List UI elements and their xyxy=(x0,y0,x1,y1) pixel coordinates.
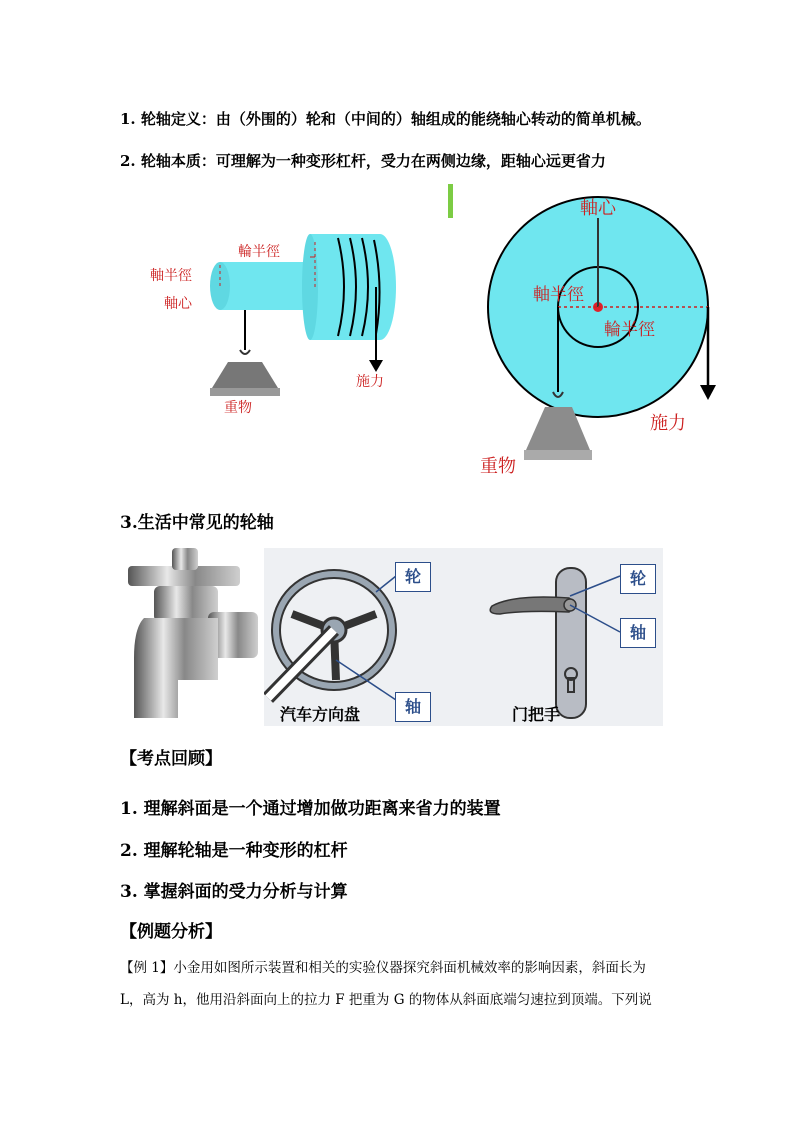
door-axle-label: 轴 xyxy=(620,618,656,648)
front-wheel-radius-label: 輪半徑 xyxy=(604,320,655,340)
steering-wheel-drawing xyxy=(268,574,396,700)
faucet-image xyxy=(120,548,262,726)
definition-line: 1. 轮轴定义：由（外围的）轮和（中间的）轴组成的能绕轴心转动的简单机械。 xyxy=(120,110,651,128)
side-view-diagram xyxy=(150,234,396,416)
side-force-label: 施力 xyxy=(356,374,384,390)
handle-plate xyxy=(556,568,586,718)
handle-lever xyxy=(490,597,574,614)
front-view-diagram xyxy=(480,197,716,477)
example-heading: 【例题分析】 xyxy=(120,922,222,942)
side-weight-label: 重物 xyxy=(224,400,252,416)
front-weight-label: 重物 xyxy=(480,456,516,477)
steering-wheel-label: 轮 xyxy=(395,562,431,592)
side-axle-radius-label: 軸半徑 xyxy=(150,268,192,284)
front-force-label: 施力 xyxy=(650,413,686,434)
faucet-body xyxy=(134,618,218,718)
review-heading: 【考点回顾】 xyxy=(120,749,222,769)
examples-svg xyxy=(264,548,663,726)
force-arrow xyxy=(369,360,383,372)
review-item-1: 1. 理解斜面是一个通过增加做功距离来省力的装置 xyxy=(120,799,501,819)
front-force-arrow xyxy=(700,385,716,400)
door-handle-drawing xyxy=(490,568,620,718)
wheel-face xyxy=(302,234,318,340)
weight-body xyxy=(212,362,278,388)
front-axle-radius-label: 軸半徑 xyxy=(533,285,584,305)
example-line-1: 【例 1】小金用如图所示装置和相关的实验仪器探究斜面机械效率的影响因素，斜面长为 xyxy=(120,960,646,976)
side-wheel-radius-label: 輪半徑 xyxy=(238,244,280,260)
axle-cylinder xyxy=(220,262,310,310)
essence-line: 2. 轮轴本质：可理解为一种变形杠杆，受力在两侧边缘，距轴心远更省力 xyxy=(120,152,606,170)
section3-heading: 3.生活中常见的轮轴 xyxy=(120,513,274,533)
faucet-cap xyxy=(172,548,198,570)
wheel-axle-svg xyxy=(120,182,752,482)
door-caption: 门把手 xyxy=(512,705,561,724)
steering-wheel-pointer xyxy=(376,576,396,592)
review-item-3: 3. 掌握斜面的受力分析与计算 xyxy=(120,882,348,902)
hook xyxy=(240,350,250,354)
steering-caption: 汽车方向盘 xyxy=(280,705,361,724)
green-marker xyxy=(448,184,453,218)
review-item-2: 2. 理解轮轴是一种变形的杠杆 xyxy=(120,841,348,861)
faucet-svg xyxy=(120,548,262,726)
steering-axle-label: 轴 xyxy=(395,692,431,722)
door-wheel-label: 轮 xyxy=(620,564,656,594)
example-line-2: L，高为 h，他用沿斜面向上的拉力 F 把重为 G 的物体从斜面底端匀速拉到顶端。下列说 xyxy=(120,992,652,1008)
front-weight-base xyxy=(524,450,592,460)
weight-base xyxy=(210,388,280,396)
examples-panel xyxy=(264,548,663,726)
wheel-axle-figure xyxy=(120,182,752,482)
front-axle-center-label: 軸心 xyxy=(580,198,616,219)
side-axle-center-label: 軸心 xyxy=(164,296,192,312)
